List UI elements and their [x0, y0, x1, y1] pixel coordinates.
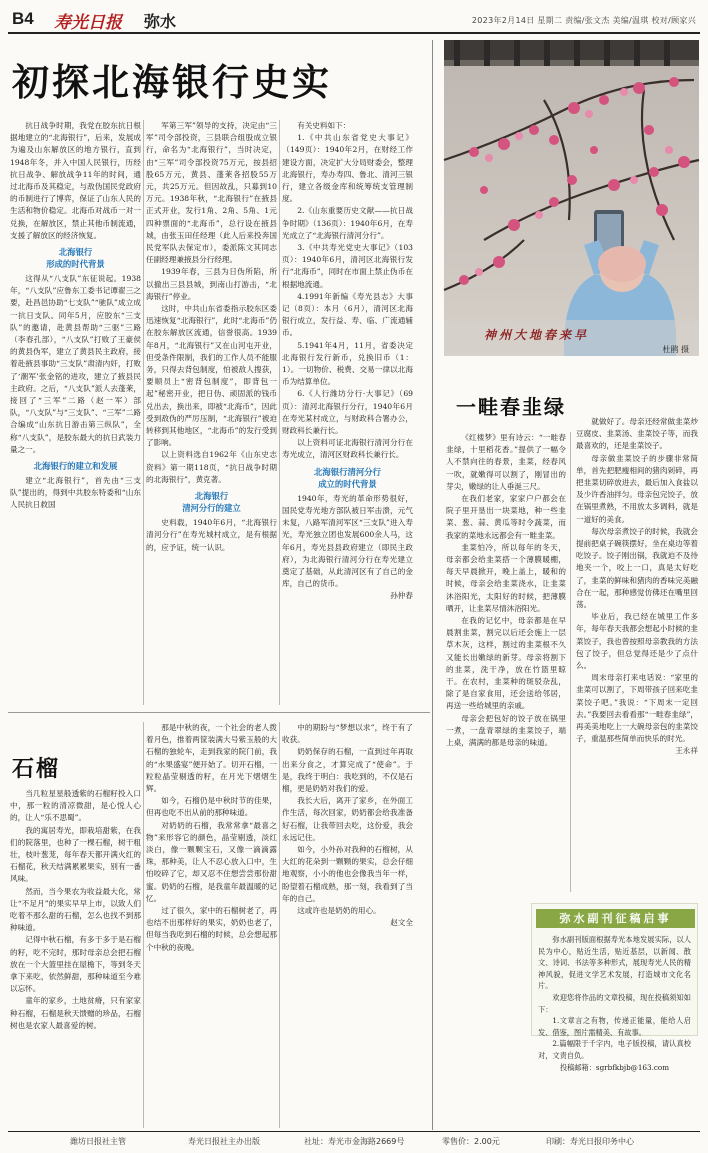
paragraph: 4.1991年新编《寿光县志》大事记（8页）：本月（6月），清河区北海银行成立，发行益、寿、临、广流通辅币。 — [282, 291, 413, 338]
subheading: 北海银行的建立和发展 — [33, 461, 118, 472]
byline: 孙仲春 — [390, 591, 413, 601]
paragraph: 然而，当今果农为收益最大化，常让“不足月”的果实早早上市，以致人们吃着不那么甜的石榴，怎么也找不到那种味道。 — [10, 886, 141, 933]
paragraph: 韭菜怕冷，所以每年的冬天，母亲都会给韭菜搭一个薄膜暖棚，每天早晨掀开，晚上盖上，暖和的时候，母亲会给韭菜浇水，让韭菜沐浴阳光，太阳好的时候，把薄膜晒开，让韭菜尽情沐浴阳光。 — [446, 542, 566, 613]
column-divider — [143, 722, 144, 1128]
paragraph: 在我们老家，家家户户都会在院子里开垦出一块菜地，种一些韭菜、葱、蒜、黄瓜等时令蔬菜，而我家的菜地永远都会有一畦韭菜。 — [446, 494, 566, 540]
paragraph: 奶奶保存的石榴，一直到过年再取出来分食之，才算完成了“使命”。于是，我终于明白：我吃到的，不仅是石榴，更是奶奶对我们的爱。 — [282, 747, 413, 794]
submission-email: 投稿邮箱：sgrbfkbjb@163.com — [559, 1062, 670, 1072]
paragraph: 毕业后，我已经在城里工作多年，每年春天我都会想起小时候的韭菜饺子，我也曾按照母亲教我的方法包了饺子，但总觉得还是少了点什么。 — [576, 612, 698, 671]
section-divider — [8, 712, 430, 713]
paragraph: 母亲做韭菜饺子的步骤非常简单，首先把肥瘦相间的猪肉剁碎，再把韭菜切碎放进去，最后加入食盐以及少许香油拌匀。母亲包完饺子，放在锅里煮熟，不用放太多调料，就是一道好的美食。 — [576, 453, 698, 524]
article3-column-3 — [282, 722, 413, 1128]
paragraph: 我的寓居寿光，即栽培甜紫，在我们的院落里，也种了一棵石榴，树干粗壮，枝叶葱茏，每年春天都开满火红的石榴花，秋天结满累累果实，别有一番风味。 — [10, 825, 141, 884]
footer-address: 社址：寿光市金海路2669号 — [304, 1137, 405, 1146]
footer-printing: 印刷：寿光日报印务中心 — [546, 1137, 634, 1146]
photo-illustration — [444, 40, 699, 356]
paragraph: 当几粒星星般透紫的石榴籽投入口中，那一粒的清凉微甜，是心悦人心的，让人“乐不思蜀”。 — [10, 789, 141, 823]
column-divider — [279, 120, 280, 705]
paragraph: 1940年，寿光的革命形势很好，国民党寿光地方部队被日军击溃，元气未复，八路军清河军区“三支队”进入寿光，寿光独立团也发展600余人马，这年6月，寿光县县政府建立（即民主政府），为北海银行清河分行在寿光建立奠定了基础，从此清河区有了自己的金库，自己的货币。 — [282, 493, 413, 589]
paragraph: 以上资料可证北海银行清河分行在寿光成立，清河区财政科长兼行长。 — [282, 438, 413, 460]
section-title: 弥水 — [144, 12, 177, 31]
paragraph: 在我的记忆中，母亲都是在早晨割韭菜，割完以后还会施上一层草木灰，这样，割过的韭菜根不久又能长出嫩绿的新芽。母亲将割下的韭菜，洗干净，放在竹篮里晾干。在农村，韭菜种的斑驳杂乱，除了是自家食用，还会送给邻居，再送一些给城里的亲戚。 — [446, 616, 566, 711]
article3-column-2 — [146, 722, 277, 1128]
article-headline: 初探北海银行史实 — [12, 61, 332, 104]
article2-column-2 — [576, 416, 698, 892]
paragraph: 这或许也是奶奶的用心。 — [297, 906, 381, 916]
notice-paragraph: 欢迎您将作品的文章投稿，现在投稿须知如下： — [538, 992, 691, 1014]
column-divider — [570, 432, 571, 892]
notice-title: 弥水副刊征稿启事 — [536, 909, 695, 928]
paragraph: 我长大后，离开了家乡，在外面工作生活，每次回家，奶奶都会给我准备好石榴，让我带回去吃，这份爱，我会永远记住。 — [282, 796, 413, 842]
paragraph: 如今，小外孙对我种的石榴树，从大红的花朵到一颗颗的果实，总会仔细地观察，小小的他也会像我当年一样，盼望着石榴成熟，那一刻，我看到了当年的自己。 — [282, 845, 413, 903]
call-for-papers-box — [531, 903, 698, 1072]
byline: 赵文全 — [390, 918, 413, 928]
paragraph: 1939年春，三县为日伪所陷，所以撤出三县县城，到南山打游击，“北海银行”停业。 — [146, 267, 277, 301]
paragraph: 《红楼梦》里有诗云：“一畦春韭绿，十里稻花香。”提供了一幅令人不禁向往的春景，韭菜，经春风一吹，就嫩得可以割了，刚冒出的芽尖，嫩绿的让人垂涎三尺。 — [446, 433, 566, 491]
paragraph: 童年的家乡，土地贫瘠，只有家家种石榴，石榴是秋天馈赠的珍品，石榴树也是农家人最喜爱的树。 — [10, 996, 141, 1030]
paragraph: 就做好了。母亲还经常做韭菜炒豆腐皮、韭菜汤、韭菜饺子等，而我最喜欢的，还是韭菜饺子。 — [576, 417, 698, 451]
newspaper-name: 寿光日报 — [54, 13, 122, 32]
article2-column-1 — [446, 432, 566, 892]
article-headline: 一畦春韭绿 — [456, 395, 566, 419]
issue-meta: 2023年2月14日 星期二 责编/张文杰 美编/温琪 校对/顾家兴 — [471, 16, 696, 25]
section-divider — [432, 40, 433, 1130]
paragraph: 5.1941年4月，11月，省委决定北海银行发行新币，兑换旧币（1：1）。一切物价、税费、交易一律以北海币为结算单位。 — [282, 340, 413, 387]
paragraph: 周末母亲打来电话说：“家里的韭菜可以割了，下周带孩子回来吃韭菜饺子吧。”我说：“下周末一定回去。”我要回去看看那“一畦春韭绿”，再美美地吃上一大碗母亲包的韭菜饺子，重温那些简单而快乐的时光。 — [576, 673, 698, 744]
subheading: 北海银行 清河分行的建立 — [182, 491, 241, 514]
article1-column-2 — [146, 120, 277, 705]
column-divider — [279, 722, 280, 1128]
paragraph: 6.《人行潍坊分行·大事记》（69页）：清河北海银行分行，1940年6月在寿光某村成立，与财政科合署办公，财政科长兼行长。 — [282, 389, 413, 436]
paragraph: 以上资料选自1962年《山东史志资料》第一期118页，“抗日战争时期的北海银行”，黄克著。 — [146, 450, 277, 484]
footer-publisher: 寿光日报社主办出版 — [188, 1137, 260, 1146]
byline: 王永祥 — [675, 746, 698, 756]
photo-credit: 杜鹃 摄 — [662, 345, 689, 354]
notice-paragraph: 弥水副刊版面根据寿光本地发展实际，以人民为中心，贴近生活，贴近基层，以新闻、散文、诗词、书法等多种形式，展现寿光人民的精神风貌，促进文学艺术发展，打造城市文化名片。 — [538, 935, 691, 991]
notice-paragraph: 1.文章言之有物，传递正能量，能给人启发、借鉴，图片需精美、有故事。 — [538, 1016, 691, 1037]
paragraph: 3.《中共寿光党史大事记》（103页）：1940年6月，清河区北海银行发行“北海币”，同时在市面上禁止伪币在根据地流通。 — [282, 243, 413, 289]
photo-caption: 神州大地春来早 — [484, 328, 590, 342]
footer-price: 零售价：2.00元 — [442, 1137, 500, 1146]
paragraph: 过了很久，家中的石榴树老了，再也结不出那样好的果实，奶奶也老了，但每当我吃到石榴的时候，总会想起那个中秋的夜晚。 — [146, 906, 277, 952]
paragraph: 中的期盼与“梦想以求”，终于有了收获。 — [282, 723, 413, 745]
paragraph: 军第三军”领导的支持，决定由“三军”司令部投资，三县联合组股成立银行，命名为“北海银行”，当时决定，由“三军”司令部投资75万元，按县招股65万元，黄县、蓬莱各招股55万元，共25万元。但因故乱，只募到10万元。1938年秋，“北海银行”在掖县正式开业，发行1角、2角、5角、1元四种票面的“北海币”，总行设在掖县城，由张玉田任经理（此人后来投奔国民党军队去保定市），委派陈文其同志任副经理兼掖县分行经理。 — [146, 121, 277, 265]
paragraph: 建立“北海银行”，首先由“三支队”提出的，得到中共胶东特委和“山东人民抗日救国 — [10, 476, 141, 510]
paragraph: 如今，石榴仍是中秋时节的佳果，但再也吃不出从前的那种味道。 — [146, 796, 277, 818]
paragraph: 记得中秋石榴，有多于多于是石榴的籽，吃不完时，那时母亲总会把石榴放在一个大篮里挂在屋檐下，等到冬天拿下来吃，依然鲜甜，那种味道至今难以忘怀。 — [10, 935, 141, 994]
page-header — [8, 6, 700, 34]
page-footer — [8, 1131, 700, 1147]
paragraph: 母亲会把包好的饺子放在锅里一煮，一盘青翠绿的韭菜饺子，端上桌，满满的都是母亲的味道。 — [446, 713, 566, 748]
paragraph: 这时，中共山东省委指示胶东区委迅速恢复“北海银行”，此时“北海币”仍在胶东解放区流通，信誉很高。1939年8月，“北海银行”又在山河屯开业，但受条件限制，我们的工作人员不能服务，只得去背包制度，怕被敌人搜获，要顺员上“密背包制度”，即背包一起”秘密开业，把日伪、顽固派的钱币兑出去，换出来，即被“北海币”，因此受到敌伪的严厉压制，“北海银行”被迫转移到其他地区，“北海币”的发行受到了影响。 — [146, 304, 277, 448]
paragraph: 史料载，1940年6月，“北海银行清河分行”在寿光城村成立，是有根据的，应予证，统一认识。 — [146, 518, 277, 552]
photo-caption-bar — [444, 320, 699, 356]
paragraph: 这得从“八支队”东征说起。1938年，“八支队”应鲁东工委书记谭翟三之要，赴昌邑协助“七支队”“驰队”成立成一抗日支队。同年5月，应胶东“三支队”的邀请，赴黄县帮助“三驱”三路（李春孔部），“八支队”打败了王豪侯的黄县伪军，建立了黄县民主政府，接着赴掖县事助“三支队”肃清内奸，打败了‘潮军’张金铭的进攻，建立了掖县民主政府。之后，“八支队”派人去蓬莱，接回了“三军”二路（赵一军）部队，“八支队”与“三支队”、“三军”二路合编成“山东抗日游击第三纵队”，全称“八支队”，是胶东最大的抗日武装力量之一。 — [10, 274, 141, 454]
paragraph: 1.《中共山东省党史大事记》（149页）：1940年2月，在财经工作建设方面，决定扩大分局财委会，整理北海银行，寿办寿四、鲁北、清河三银行，建立各级金库和统筹统支管理制度。 — [282, 133, 413, 204]
column-divider — [143, 120, 144, 705]
page-number: B4 — [12, 9, 34, 28]
paragraph: 每次母亲煮饺子的时候，我就会提前把桌子碗筷摆好，坐在桌边等着吃饺子。饺子刚出锅，我就迫不及待地夹一个，咬上一口，真是太好吃了，韭菜的鲜味和猪肉的香味完美融合在一起，那种感觉仿佛还在嘴里回荡。 — [576, 526, 698, 610]
paragraph: 那是中秋的夜，一个社会的老人拨着月色，推着两筐装满大号紫玉般的大石榴的独轮车，走到我家的院门前，我的“水果盛宴”便开始了。切开石榴，一粒粒晶莹剔透的籽，在月光下熠熠生辉。 — [146, 723, 277, 794]
paragraph: 2.《山东重要历史文献——抗日战争时期》（136页）：1940年6月，在寿光成立了“北海银行清河分行”。 — [282, 206, 413, 240]
article-headline: 石榴 — [12, 757, 61, 782]
paragraph: 有关史料如下： — [297, 121, 351, 130]
notice-paragraph: 2.篇幅限于千字内，电子版投稿，请认真校对，文责自负。 — [538, 1039, 691, 1060]
paragraph: 抗日战争时期，我党在胶东抗日根据地建立的“北海银行”，后来，发展成为遍及山东解放区的地方银行，直到1948年冬，并入中国人民银行，历经抗日战争、解放战争11年的时间，通过北海币及其稳定，与敌伪国民党政府的币制进行了博弈，保证了山东人民的生活和物价稳定。北海币对战币一对一兑换，在解放区，禁止其他币制流通，支援了解放区的经济恢复。 — [10, 121, 141, 240]
article3-column-1 — [10, 788, 141, 1128]
subheading: 北海银行 形成的时代背景 — [46, 247, 105, 270]
subheading: 北海银行清河分行 成立的时代背景 — [314, 466, 381, 489]
feature-photo — [444, 40, 699, 356]
footer-supervisor: 潍坊日报社主管 — [70, 1137, 126, 1146]
article1-column-1 — [10, 120, 141, 705]
paragraph: 对奶奶的石榴，我常常拿“最喜之物”来形容它的颜色，晶莹剔透，淡红淡白，像一颗颗宝石，又像一滴滴露珠，那种美，让人不忍心放入口中，生怕咬碎了它，却又忍不住想尝尝那份甜蜜。奶奶的石榴，是我童年最温暖的记忆。 — [146, 820, 277, 903]
article1-column-3 — [282, 120, 413, 705]
